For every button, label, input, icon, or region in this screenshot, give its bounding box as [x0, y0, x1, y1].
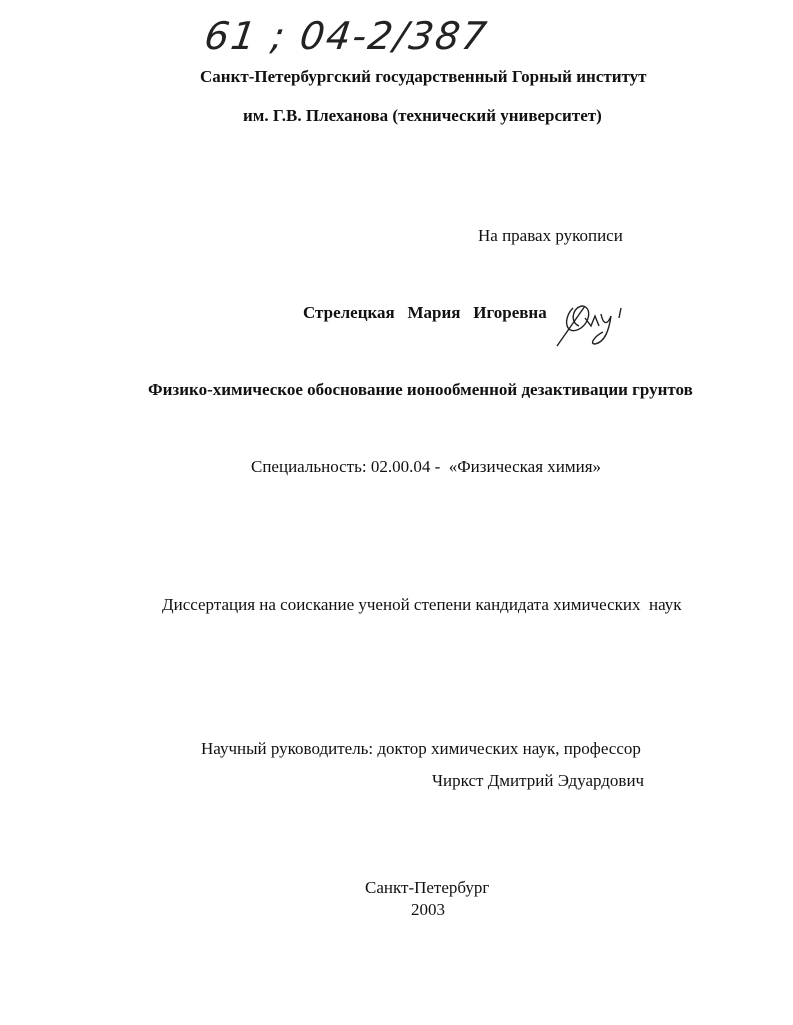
- author-signature: [555, 296, 645, 351]
- year: 2003: [411, 900, 445, 919]
- degree-statement: Диссертация на соискание ученой степени кандидата химических наук: [162, 595, 682, 614]
- specialty: Специальность: 02.00.04 - «Физическая химия»: [251, 457, 602, 476]
- institution-line-2: им. Г.В. Плеханова (технический университет): [243, 106, 602, 125]
- supervisor-title: Научный руководитель: доктор химических наук, профессор: [201, 739, 641, 758]
- supervisor-name: Чиркст Дмитрий Эдуардович: [432, 771, 645, 790]
- handwritten-archive-number: 61 ; 04-2/387: [201, 14, 491, 58]
- manuscript-note: На правах рукописи: [478, 226, 623, 245]
- institution-line-1: Санкт-Петербургский государственный Горный институт: [200, 67, 647, 86]
- author-name: Стрелецкая Мария Игоревна: [303, 303, 547, 322]
- dissertation-title: Физико-химическое обоснование ионообменной дезактивации грунтов: [148, 380, 693, 399]
- city: Санкт-Петербург: [365, 878, 490, 897]
